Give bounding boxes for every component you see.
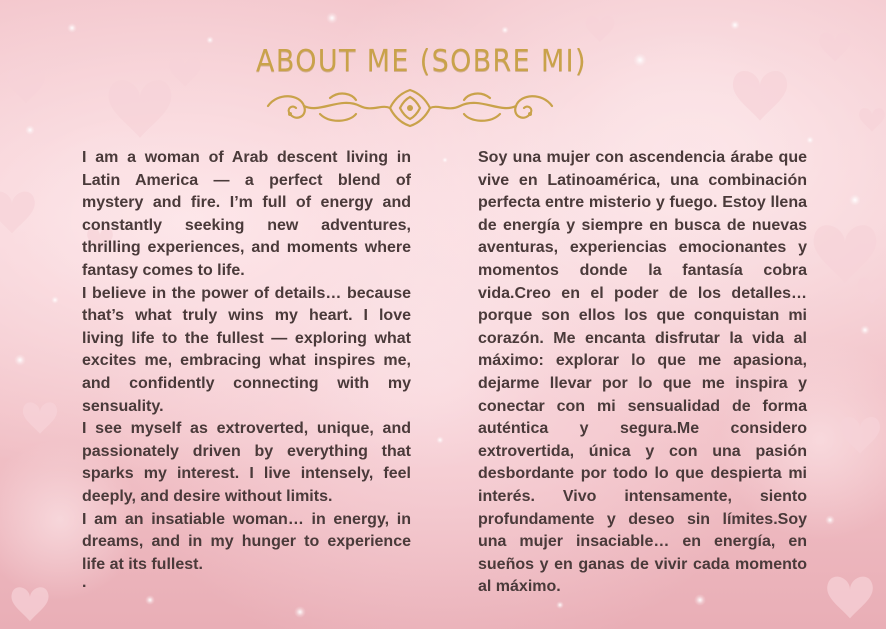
english-paragraph: I am a woman of Arab descent living in Latin America — a perfect blend of mystery and fire. I’m full of energy and constantly seeking new adventures, thrilling experiences, and moments where fantasy comes to life. <box>82 149 411 279</box>
english-paragraph: I see myself as extroverted, unique, and passionately driven by everything that sparks my interest. I live intensely, feel deeply, and desire without limits. <box>82 420 411 505</box>
spanish-text-column <box>478 147 807 599</box>
page-title: ABOUT ME (SOBRE MI) <box>256 44 587 79</box>
english-paragraph: I am an insatiable woman… in energy, in dreams, and in my hunger to experience life at its fullest. <box>82 510 411 573</box>
gold-flourish-ornament-icon <box>260 84 560 132</box>
trailing-period: . <box>82 574 87 591</box>
english-text-column <box>82 147 411 576</box>
english-paragraph: I believe in the power of details… because that’s what truly wins my heart. I love living life to the fullest — exploring what excites me, embracing what inspires me, and confidently connecting with my sensuality. <box>82 284 411 415</box>
spanish-paragraph: Soy una mujer con ascendencia árabe que vive en Latinoamérica, una combinación perfecta entre misterio y fuego. Estoy llena de energía y siempre en busca de nuevas aventuras, experiencias emocionantes y momentos donde la fantasía cobra vida.Creo en el poder de los detalles… porque son ellos los que conquistan mi corazón. Me encanta disfrutar la vida al máximo: explorar lo que me apasiona, dejarme llevar por lo que me inspira y conectar con mi sensualidad de forma auténtica y segura.Me considero extrovertida, única y con una pasión desbordante por todo lo que despierta mi interés. Vivo intensamente, siento profundamente y deseo sin límites.Soy una mujer insaciable… en energía, en sueños y en ganas de vivir cada momento al máximo. <box>478 149 807 596</box>
